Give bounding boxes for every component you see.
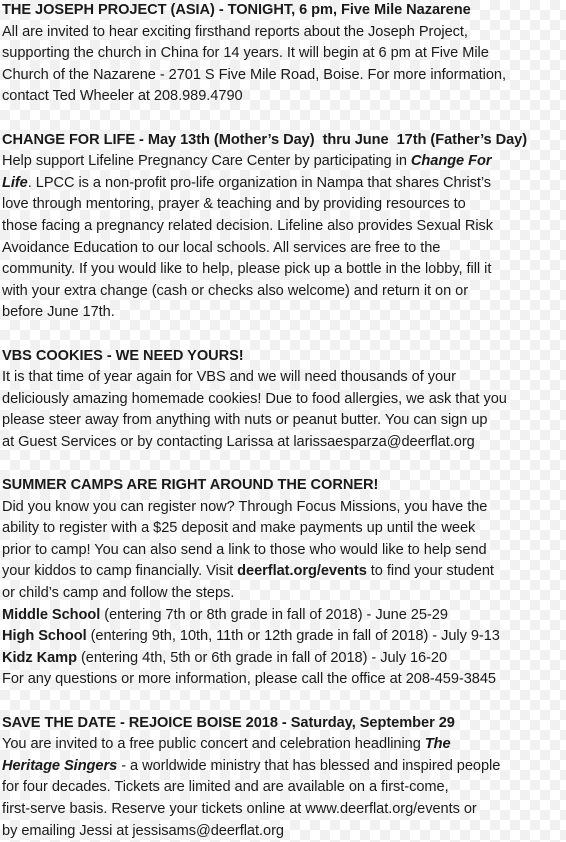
- camp-detail: (entering 4th, 5th or 6th grade in fall of 2018) - July 16-20: [76, 649, 448, 666]
- camp-item-kidz-kamp: [2, 648, 564, 670]
- body-line: with your extra change (cash or checks also welcome) and return it on or: [2, 282, 469, 299]
- section-heading: SUMMER CAMPS ARE RIGHT AROUND THE CORNER!: [2, 477, 379, 494]
- change-for-life-section: [2, 130, 564, 324]
- body-line: Did you know you can register now? Through Focus Missions, you have the: [2, 498, 488, 515]
- body-text: Help support Lifeline Pregnancy Care Center by participating in: [2, 153, 411, 170]
- camp-item-middle-school: [2, 605, 564, 627]
- bulletin-page: [2, 0, 564, 842]
- body-line: [2, 734, 564, 756]
- body-line: It is that time of year again for VBS and we will need thousands of your: [2, 369, 456, 386]
- performer-name-emphasis: The: [424, 736, 451, 753]
- camp-detail: (entering 9th, 10th, 11th or 12th grade in fall of 2018) - July 9-13: [86, 628, 500, 645]
- body-line: ability to register with a $25 deposit and make payments up until the week: [2, 520, 476, 537]
- body-line: community. If you would like to help, please pick up a bottle in the lobby, fill it: [2, 261, 492, 278]
- body-line: Avoidance Education to our local schools. All services are free to the: [2, 239, 441, 256]
- joseph-project-section: [2, 0, 564, 108]
- body-line: supporting the church in China for 14 years. It will begin at 6 pm at Five Mile: [2, 45, 489, 62]
- camp-name: Kidz Kamp: [2, 649, 77, 666]
- section-heading: CHANGE FOR LIFE - May 13th (Mother’s Day) thru June 17th (Father’s Day): [2, 131, 528, 148]
- section-heading: VBS COOKIES - WE NEED YOURS!: [2, 347, 244, 364]
- camp-item-high-school: [2, 626, 564, 648]
- section-body: [2, 22, 564, 108]
- vbs-cookies-section: [2, 346, 564, 454]
- body-line: [2, 756, 564, 778]
- body-line: love through mentoring, prayer & teaching and by providing resources to: [2, 196, 466, 213]
- section-body: [2, 497, 564, 691]
- camp-name: Middle School: [2, 606, 101, 623]
- body-line: contact Ted Wheeler at 208.989.4790: [2, 88, 243, 105]
- body-line: [2, 561, 564, 583]
- camp-name: High School: [2, 628, 87, 645]
- body-text: . LPCC is a non-profit pro-life organization in Nampa that shares Christ’s: [27, 174, 491, 191]
- body-line: or child’s camp and follow the steps.: [2, 585, 235, 602]
- body-line: All are invited to hear exciting firsthand reports about the Joseph Project,: [2, 23, 468, 40]
- summer-camps-section: [2, 475, 564, 691]
- body-line: prior to camp! You can also send a link to those who would like to help send: [2, 541, 487, 558]
- body-text: You are invited to a free public concert and celebration headlining: [2, 736, 425, 753]
- body-line: Church of the Nazarene - 2701 S Five Mile Road, Boise. For more information,: [2, 66, 506, 83]
- body-line: [2, 173, 564, 195]
- body-text: - a worldwide ministry that has blessed and inspired people: [117, 757, 501, 774]
- body-line: by emailing Jessi at jessisams@deerflat.org: [2, 822, 284, 839]
- body-line: deliciously amazing homemade cookies! Due to food allergies, we ask that you: [2, 390, 507, 407]
- camp-detail: (entering 7th or 8th grade in fall of 2018) - June 25-29: [100, 606, 448, 623]
- section-heading: THE JOSEPH PROJECT (ASIA) - TONIGHT, 6 pm, Five Mile Nazarene: [2, 2, 471, 18]
- body-line: For any questions or more information, please call the office at 208-459-3845: [2, 671, 496, 688]
- body-text: to find your student: [366, 563, 494, 580]
- performer-name-emphasis: Heritage Singers: [2, 757, 118, 774]
- body-line: at Guest Services or by contacting Larissa at larissaesparza@deerflat.org: [2, 433, 475, 450]
- program-name-emphasis: Change For: [410, 153, 492, 170]
- body-line: please steer away from anything with nuts or peanut butter. You can sign up: [2, 412, 488, 429]
- section-body: [2, 734, 564, 842]
- program-name-emphasis: Life: [2, 174, 28, 191]
- body-line: for four decades. Tickets are limited and are available on a first-come,: [2, 779, 449, 796]
- section-heading: SAVE THE DATE - REJOICE BOISE 2018 - Saturday, September 29: [2, 714, 455, 731]
- section-body: [2, 367, 564, 453]
- events-link-text: deerflat.org/events: [237, 563, 367, 580]
- save-the-date-section: [2, 713, 564, 842]
- body-line: those facing a pregnancy related decision. Lifeline also provides Sexual Risk: [2, 217, 494, 234]
- body-text: your kiddos to camp financially. Visit: [2, 563, 238, 580]
- body-line: [2, 151, 564, 173]
- body-line: before June 17th.: [2, 304, 115, 321]
- section-body: [2, 151, 564, 324]
- body-line: first-serve basis. Reserve your tickets online at www.deerflat.org/events or: [2, 800, 477, 817]
